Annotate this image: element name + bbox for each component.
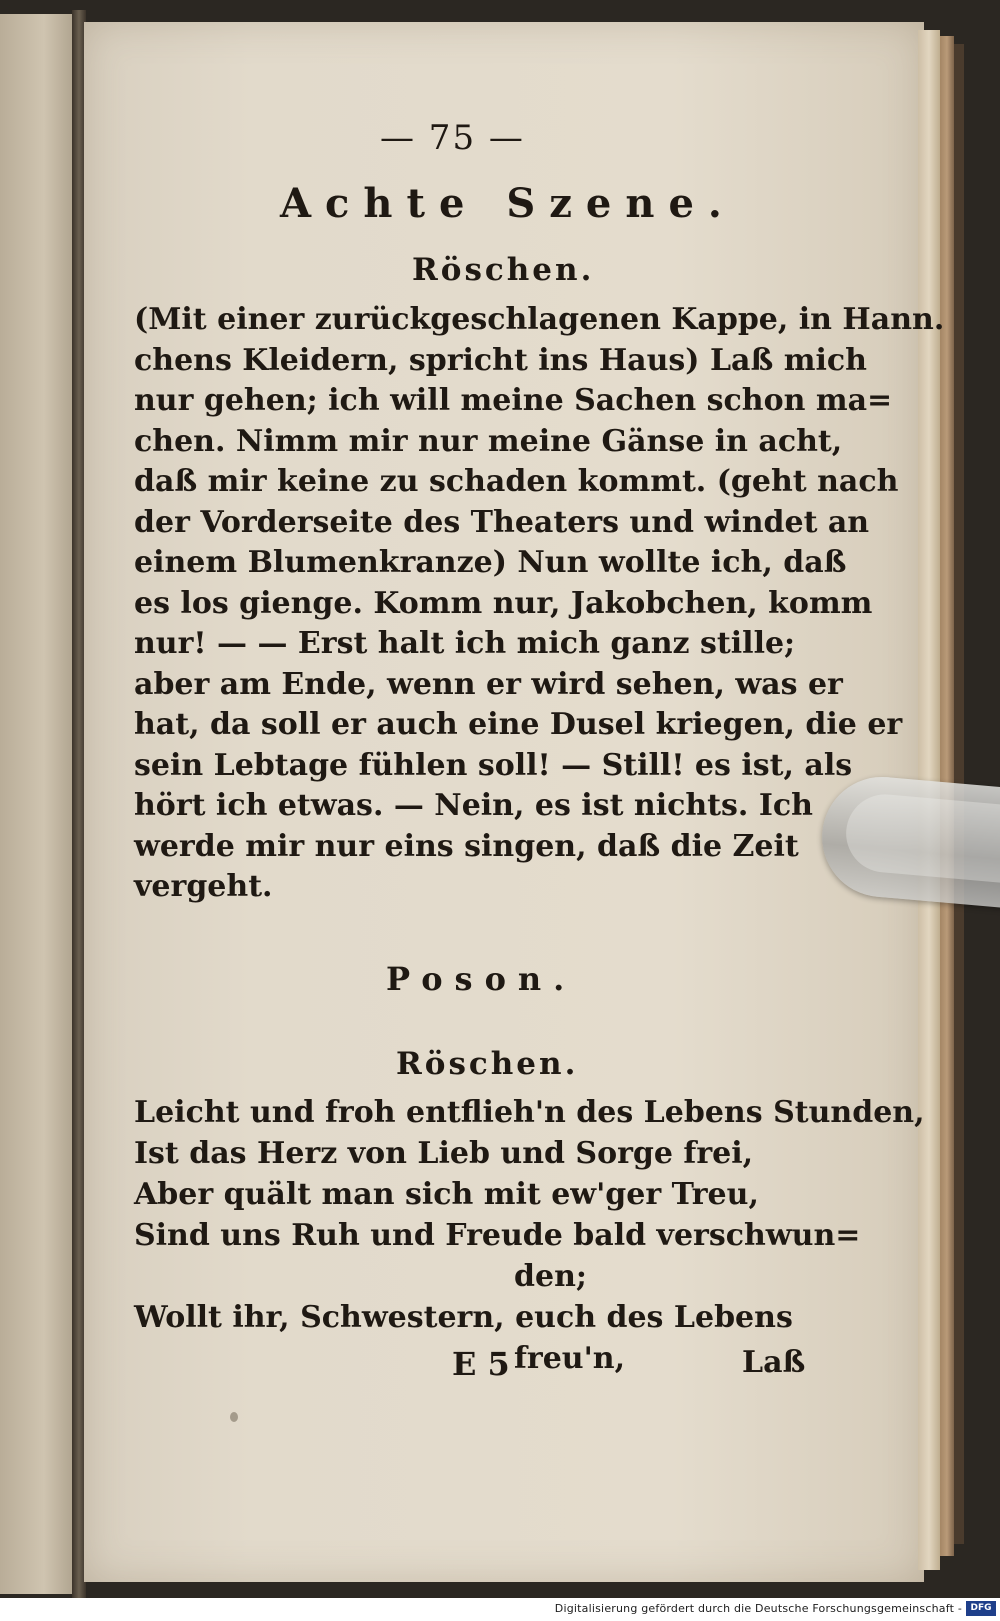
catchword: Laß	[742, 1345, 806, 1380]
music-label: Poson.	[386, 960, 577, 998]
footer-credit: Digitalisierung gefördert durch die Deutsche Forschungsgemeinschaft -	[554, 1602, 962, 1615]
verse-line: Sind uns Ruh und Freude bald verschwun=	[134, 1218, 861, 1253]
verse-line: Wollt ihr, Schwestern, euch des Lebens	[134, 1300, 793, 1335]
paper-speck	[230, 1412, 238, 1422]
text-line: nur gehen; ich will meine Sachen schon ma=	[134, 383, 893, 418]
speaker-name: Röschen.	[396, 1046, 579, 1082]
verse-line: Aber quält man sich mit ew'ger Treu,	[134, 1177, 759, 1212]
verse-line-continuation: den;	[514, 1259, 587, 1294]
song-verse	[134, 1092, 925, 1379]
text-line: aber am Ende, wenn er wird sehen, was er	[134, 666, 843, 702]
text-line: der Vorderseite des Theaters und windet an	[134, 504, 870, 540]
speaker-name: Röschen.	[412, 252, 595, 288]
text-line: nur! — — Erst halt ich mich ganz stille;	[134, 626, 796, 661]
facing-page-edge	[0, 14, 80, 1594]
verse-line-continuation: freu'n,	[514, 1341, 626, 1376]
stage-text	[134, 300, 944, 908]
text-line: hört ich etwas. — Nein, es ist nichts. Ich	[134, 788, 813, 823]
scene-heading: Achte Szene.	[280, 180, 736, 227]
dfg-logo: DFG	[966, 1601, 996, 1616]
text-line: chens Kleidern, spricht ins Haus) Laß mich	[134, 342, 867, 378]
text-line: sein Lebtage fühlen soll! — Still! es ist, als	[134, 747, 853, 783]
signature-mark: E 5	[452, 1345, 510, 1383]
text-line: werde mir nur eins singen, daß die Zeit	[134, 828, 799, 864]
text-line: daß mir keine zu schaden kommt. (geht nach	[134, 464, 899, 499]
verse-line: Ist das Herz von Lieb und Sorge frei,	[134, 1136, 754, 1171]
text-line: (Mit einer zurückgeschlagenen Kappe, in Hann.	[134, 302, 945, 337]
page-number: — 75 —	[380, 118, 525, 158]
text-line: chen. Nimm mir nur meine Gänse in acht,	[134, 423, 843, 459]
text-line: einem Blumenkranze) Nun wollte ich, daß	[134, 545, 847, 580]
text-line: es los gienge. Komm nur, Jakobchen, komm	[134, 585, 873, 621]
text-line: vergeht.	[134, 869, 273, 904]
verse-line: Leicht und froh entflieh'n des Lebens Stunden,	[134, 1095, 925, 1130]
text-line: hat, da soll er auch eine Dusel kriegen, die er	[134, 707, 903, 742]
